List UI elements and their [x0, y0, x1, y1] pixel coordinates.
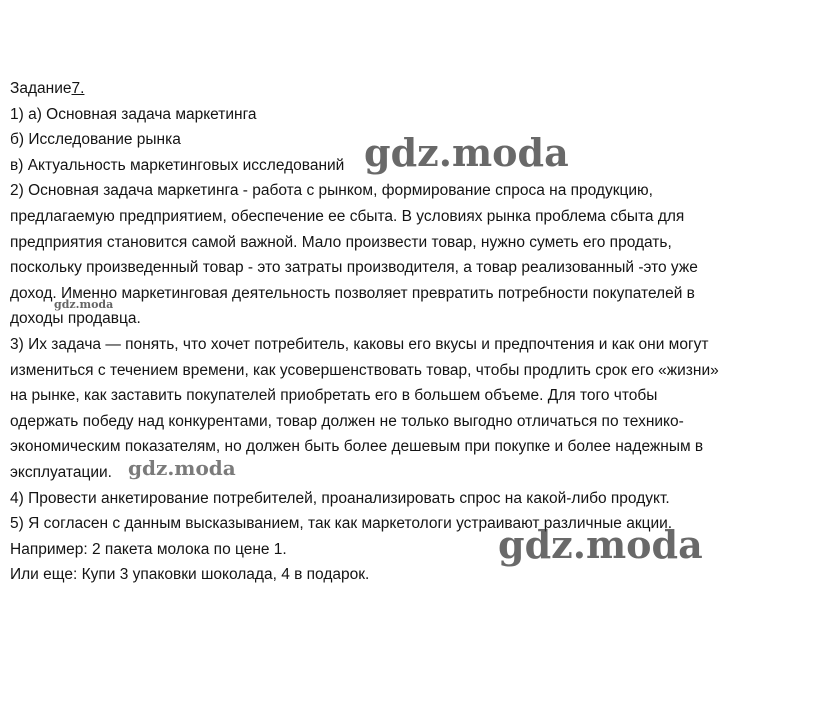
text-line: доход. Именно маркетинговая деятельность позволяет превратить потребности покупателей в [10, 284, 695, 302]
text-line: предлагаемую предприятием, обеспечение ее сбыта. В условиях рынка проблема сбыта для [10, 207, 685, 225]
task-title [10, 76, 810, 102]
text-line: поскольку произведенный товар - это затраты производителя, а товар реализованный -это уже [10, 259, 698, 277]
watermark-logo: gdz.moda [128, 456, 236, 480]
text-line: 2) Основная задача маркетинга - работа с рынком, формирование спроса на продукцию, [10, 182, 653, 200]
text-line: одержать победу над конкурентами, товар должен не только выгодно отличаться по технико- [10, 412, 684, 430]
text-line: Например: 2 пакета молока по цене 1. [10, 540, 287, 558]
text-line: экономическим показателям, но должен быть более дешевым при покупке и более надежным в [10, 438, 704, 456]
text-line: 5) Я согласен с данным высказыванием, так как маркетологи устраивают различные акции. [10, 515, 673, 533]
watermark-logo: gdz.moda [54, 298, 114, 311]
text-line: 4) Провести анкетирование потребителей, проанализировать спрос на какой-либо продукт. [10, 489, 670, 507]
text-line: 1) а) Основная задача маркетинга [10, 105, 257, 123]
text-line: доходы продавца. [10, 310, 141, 328]
text-line: на рынке, как заставить покупателей приобретать его в большем объеме. Для того чтобы [10, 387, 658, 405]
task-title-prefix: Задание [10, 80, 72, 97]
text-line: предприятия становится самой важной. Мало произвести товар, нужно суметь его продать, [10, 233, 672, 251]
text-line: эксплуатации. [10, 463, 112, 481]
text-line: б) Исследование рынка [10, 131, 181, 149]
task-title-number: 7. [71, 80, 85, 97]
text-line: Или еще: Купи 3 упаковки шоколада, 4 в подарок. [10, 566, 370, 584]
text-line: 3) Их задача — понять, что хочет потребитель, каковы его вкусы и предпочтения и как они могут [10, 335, 709, 353]
text-line: измениться с течением времени, как усовершенствовать товар, чтобы продлить срок его «жизни» [10, 361, 719, 379]
document-body [10, 76, 810, 588]
watermark-logo: gdz.moda [498, 522, 703, 567]
watermark-logo: gdz.moda [364, 130, 569, 175]
text-line: в) Актуальность маркетинговых исследований [10, 156, 345, 174]
